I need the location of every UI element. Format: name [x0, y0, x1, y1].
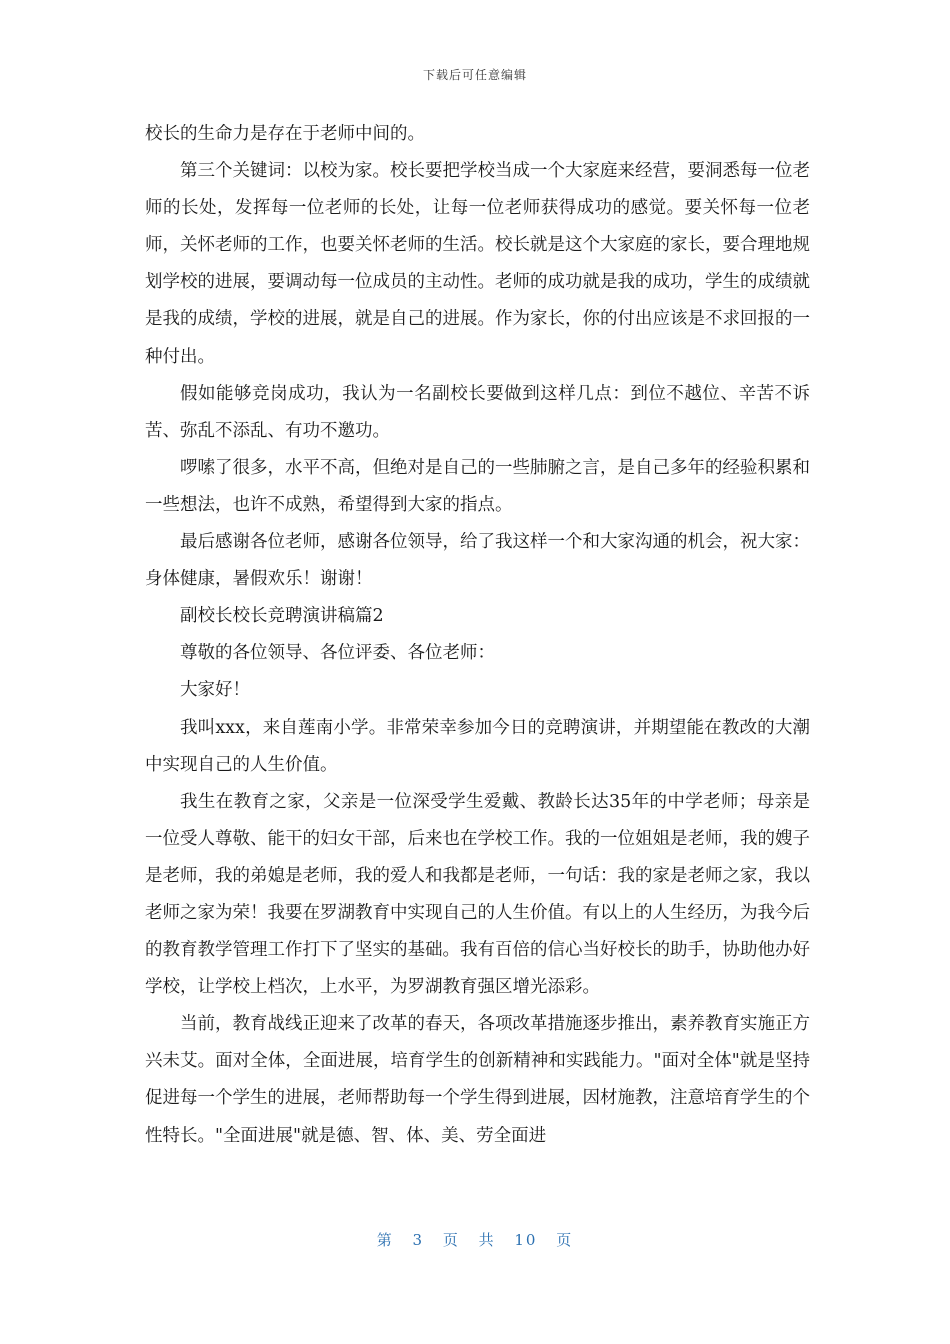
page-number: 第 3 页 共 10 页: [376, 1231, 574, 1249]
section-title: 副校长校长竞聘演讲稿篇2: [180, 606, 384, 627]
greeting: 大家好！: [180, 680, 250, 701]
paragraph: 我生在教育之家，父亲是一位深受学生爱戴、教龄长达35年的中学老师；母亲是一位受人尊敬、能干的妇女干部，后来也在学校工作。我的一位姐姐是老师，我的嫂子是老师，我的弟媳是老师，我的爱人和我都是老师，一句话：我的家是老师之家，我以老师之家为荣！我要在罗湖教育中实现自己的人生价值。有以上的人生经历，为我今后的教育教学管理工作打下了坚实的基础。我有百倍的信心当好校长的助手，协助他办好学校，让学校上档次，上水平，为罗湖教育强区增光添彩。: [145, 791, 810, 998]
paragraph: 第三个关键词：以校为家。校长要把学校当成一个大家庭来经营，要洞悉每一位老师的长处，发挥每一位老师的长处，让每一位老师获得成功的感觉。要关怀每一位老师，关怀老师的工作，也要关怀老师的生活。校长就是这个大家庭的家长，要合理地规划学校的进展，要调动每一位成员的主动性。老师的成功就是我的成功，学生的成绩就是我的成绩，学校的进展，就是自己的进展。作为家长，你的付出应该是不求回报的一种付出。: [145, 161, 810, 367]
page-header: 下载后可任意编辑: [422, 68, 527, 82]
paragraph: 我叫xxx，来自莲南小学。非常荣幸参加今日的竞聘演讲，并期望能在教改的大潮中实现自己的人生价值。: [145, 717, 810, 775]
paragraph: 啰嗦了很多，水平不高，但绝对是自己的一些肺腑之言，是自己多年的经验积累和一些想法，也许不成熟，希望得到大家的指点。: [145, 457, 810, 515]
paragraph: 当前，教育战线正迎来了改革的春天，各项改革措施逐步推出，素养教育实施正方兴未艾。面对全体，全面进展，培育学生的创新精神和实践能力。"面对全体"就是坚持促进每一个学生的进展，老师帮助每一个学生得到进展，因材施教，注意培育学生的个性特长。"全面进展"就是德、智、体、美、劳全面进: [145, 1014, 810, 1146]
salutation: 尊敬的各位领导、各位评委、各位老师：: [180, 643, 495, 664]
document-body: [145, 116, 810, 1155]
paragraph: 校长的生命力是存在于老师中间的。: [145, 124, 425, 144]
paragraph: 假如能够竞岗成功，我认为一名副校长要做到这样几点：到位不越位、辛苦不诉苦、弥乱不添乱、有功不邀功。: [145, 383, 810, 441]
paragraph: 最后感谢各位老师，感谢各位领导，给了我这样一个和大家沟通的机会，祝大家：身体健康，暑假欢乐！谢谢！: [145, 532, 810, 590]
